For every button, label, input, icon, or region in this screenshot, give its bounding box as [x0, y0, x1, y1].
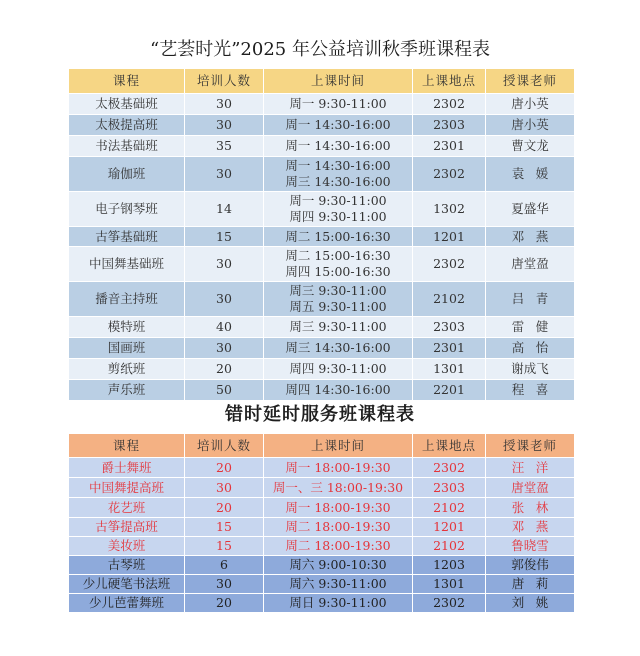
teacher-name: 鲁晓雪 — [486, 537, 575, 556]
enrollment-count: 20 — [185, 594, 264, 613]
class-time — [264, 192, 413, 227]
column-header-course: 课程 — [69, 434, 185, 458]
course-row — [69, 478, 575, 498]
section-title: 错时延时服务班课程表 — [225, 404, 415, 425]
teacher-name: 唐堂盈 — [486, 478, 575, 498]
teacher-name: 曹文龙 — [486, 136, 575, 157]
column-header-room: 上课地点 — [413, 69, 486, 94]
teacher-name: 袁 媛 — [486, 157, 575, 192]
column-header-teacher: 授课老师 — [486, 434, 575, 458]
header-row — [69, 69, 575, 94]
class-time-slot: 周三 9:30-11:00 — [289, 283, 387, 298]
course-name: 爵士舞班 — [69, 458, 185, 478]
classroom: 1301 — [413, 575, 486, 594]
class-time-slot: 周三 9:30-11:00 — [289, 319, 387, 334]
class-time — [264, 136, 413, 157]
teacher-name: 雷 健 — [486, 317, 575, 338]
column-header-time: 上课时间 — [264, 434, 413, 458]
course-name: 中国舞基础班 — [69, 247, 185, 282]
classroom: 2102 — [413, 537, 486, 556]
teacher-name: 刘 姚 — [486, 594, 575, 613]
enrollment-count: 15 — [185, 518, 264, 537]
classroom: 1201 — [413, 227, 486, 247]
classroom: 2102 — [413, 282, 486, 317]
class-time-slot: 周三 14:30-16:00 — [285, 174, 391, 189]
class-time-slot: 周四 15:00-16:30 — [285, 264, 391, 279]
course-row — [69, 498, 575, 518]
class-time: 周六 9:00-10:30 — [264, 556, 413, 575]
course-row — [69, 518, 575, 537]
enrollment-count: 30 — [185, 94, 264, 115]
course-row — [69, 94, 575, 115]
classroom: 2302 — [413, 94, 486, 115]
class-time: 周一 18:00-19:30 — [264, 498, 413, 518]
classroom: 2302 — [413, 157, 486, 192]
course-name: 太极提高班 — [69, 115, 185, 136]
classroom: 1301 — [413, 359, 486, 380]
course-row — [69, 282, 575, 317]
class-time: 周一、三 18:00-19:30 — [264, 478, 413, 498]
class-time-slot: 周四 14:30-16:00 — [285, 382, 391, 397]
enrollment-count: 15 — [185, 537, 264, 556]
course-row — [69, 594, 575, 613]
class-time — [264, 380, 413, 401]
class-time-slot: 周一 9:30-11:00 — [289, 96, 387, 111]
teacher-name: 邓 燕 — [486, 518, 575, 537]
course-row — [69, 157, 575, 192]
class-time-slot: 周五 9:30-11:00 — [289, 299, 387, 314]
course-name: 播音主持班 — [69, 282, 185, 317]
enrollment-count: 15 — [185, 227, 264, 247]
course-row — [69, 575, 575, 594]
course-name: 瑜伽班 — [69, 157, 185, 192]
class-time — [264, 282, 413, 317]
class-time-slot: 周一 9:30-11:00 — [289, 193, 387, 208]
class-time-slot: 周二 15:00-16:30 — [285, 228, 391, 244]
class-time-slot: 周二 15:00-16:30 — [285, 248, 391, 263]
enrollment-count: 20 — [185, 498, 264, 518]
course-name: 国画班 — [69, 338, 185, 359]
class-time-slot: 周一 14:30-16:00 — [285, 117, 391, 132]
class-time-slot: 周一 14:30-16:00 — [285, 138, 391, 153]
course-name: 古筝提高班 — [69, 518, 185, 537]
class-time-slot: 周一 14:30-16:00 — [285, 158, 391, 173]
course-name: 古筝基础班 — [69, 227, 185, 247]
course-row — [69, 359, 575, 380]
page-title: “艺荟时光”2025 年公益培训秋季班课程表 — [150, 39, 490, 60]
class-time — [264, 115, 413, 136]
class-time — [264, 157, 413, 192]
autumn-schedule-table — [68, 68, 575, 401]
classroom: 1201 — [413, 518, 486, 537]
classroom: 2201 — [413, 380, 486, 401]
class-time-slot: 周四 9:30-11:00 — [289, 361, 387, 376]
enrollment-count: 20 — [185, 458, 264, 478]
teacher-name: 郭俊伟 — [486, 556, 575, 575]
column-header-count: 培训人数 — [185, 434, 264, 458]
course-name: 声乐班 — [69, 380, 185, 401]
class-time: 周一 18:00-19:30 — [264, 458, 413, 478]
course-row — [69, 317, 575, 338]
teacher-name: 唐小英 — [486, 115, 575, 136]
class-time — [264, 94, 413, 115]
class-time — [264, 359, 413, 380]
course-row — [69, 556, 575, 575]
classroom: 2303 — [413, 478, 486, 498]
course-row — [69, 227, 575, 247]
enrollment-count: 30 — [185, 115, 264, 136]
classroom: 2302 — [413, 247, 486, 282]
enrollment-count: 30 — [185, 282, 264, 317]
class-time — [264, 247, 413, 282]
teacher-name: 夏盛华 — [486, 192, 575, 227]
classroom: 2102 — [413, 498, 486, 518]
enrollment-count: 30 — [185, 338, 264, 359]
enrollment-count: 30 — [185, 157, 264, 192]
class-time — [264, 317, 413, 338]
course-name: 模特班 — [69, 317, 185, 338]
class-time: 周日 9:30-11:00 — [264, 594, 413, 613]
course-row — [69, 458, 575, 478]
course-name: 剪纸班 — [69, 359, 185, 380]
class-time — [264, 338, 413, 359]
teacher-name: 唐 莉 — [486, 575, 575, 594]
course-name: 美妆班 — [69, 537, 185, 556]
course-row — [69, 247, 575, 282]
class-time — [264, 227, 413, 247]
course-name: 花艺班 — [69, 498, 185, 518]
course-name: 古琴班 — [69, 556, 185, 575]
course-name: 电子钢琴班 — [69, 192, 185, 227]
course-row — [69, 380, 575, 401]
classroom: 1302 — [413, 192, 486, 227]
course-name: 太极基础班 — [69, 94, 185, 115]
column-header-count: 培训人数 — [185, 69, 264, 94]
course-name: 少儿芭蕾舞班 — [69, 594, 185, 613]
teacher-name: 张 林 — [486, 498, 575, 518]
course-row — [69, 115, 575, 136]
column-header-course: 课程 — [69, 69, 185, 94]
enrollment-count: 6 — [185, 556, 264, 575]
classroom: 2303 — [413, 115, 486, 136]
class-time: 周二 18:00-19:30 — [264, 537, 413, 556]
course-row — [69, 136, 575, 157]
enrollment-count: 35 — [185, 136, 264, 157]
classroom: 2301 — [413, 338, 486, 359]
course-row — [69, 338, 575, 359]
column-header-teacher: 授课老师 — [486, 69, 575, 94]
classroom: 2303 — [413, 317, 486, 338]
teacher-name: 程 喜 — [486, 380, 575, 401]
course-row — [69, 537, 575, 556]
teacher-name: 吕 青 — [486, 282, 575, 317]
classroom: 2302 — [413, 594, 486, 613]
enrollment-count: 30 — [185, 478, 264, 498]
class-time: 周二 18:00-19:30 — [264, 518, 413, 537]
column-header-room: 上课地点 — [413, 434, 486, 458]
enrollment-count: 20 — [185, 359, 264, 380]
enrollment-count: 40 — [185, 317, 264, 338]
enrollment-count: 30 — [185, 575, 264, 594]
column-header-time: 上课时间 — [264, 69, 413, 94]
teacher-name: 唐堂盈 — [486, 247, 575, 282]
classroom: 2301 — [413, 136, 486, 157]
teacher-name: 谢成飞 — [486, 359, 575, 380]
teacher-name: 高 怡 — [486, 338, 575, 359]
header-row — [69, 434, 575, 458]
enrollment-count: 14 — [185, 192, 264, 227]
course-name: 少儿硬笔书法班 — [69, 575, 185, 594]
classroom: 1203 — [413, 556, 486, 575]
enrollment-count: 50 — [185, 380, 264, 401]
teacher-name: 邓 燕 — [486, 227, 575, 247]
course-row — [69, 192, 575, 227]
class-time: 周六 9:30-11:00 — [264, 575, 413, 594]
classroom: 2302 — [413, 458, 486, 478]
enrollment-count: 30 — [185, 247, 264, 282]
course-name: 书法基础班 — [69, 136, 185, 157]
class-time-slot: 周三 14:30-16:00 — [285, 340, 391, 355]
extended-service-schedule-table — [68, 433, 575, 613]
teacher-name: 汪 洋 — [486, 458, 575, 478]
teacher-name: 唐小英 — [486, 94, 575, 115]
course-name: 中国舞提高班 — [69, 478, 185, 498]
class-time-slot: 周四 9:30-11:00 — [289, 209, 387, 224]
